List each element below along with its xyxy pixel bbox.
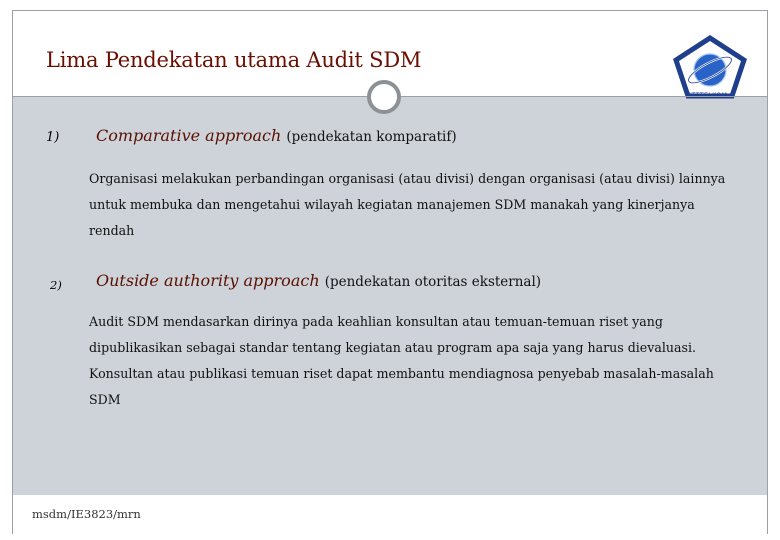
footer-label: msdm/IE3823/mrn <box>32 507 141 521</box>
item-body: Audit SDM mendasarkan dirinya pada keahlian konsultan atau temuan-temuan riset yang dipublikasikan sebagai standar tentang kegiatan atau program apa saja yang harus dievaluasi. Konsultan atau publikasi temuan riset dapat membantu mendiagnosa penyebab masalah-masalah SDM <box>89 314 714 407</box>
item-heading-paren: (pendekatan otoritas eksternal) <box>324 274 542 290</box>
item-heading-title: Outside authority approach <box>96 271 320 290</box>
item-heading <box>96 271 541 290</box>
item-number: 2) <box>50 278 62 292</box>
ring-ornament-icon <box>367 80 401 114</box>
item-body: Organisasi melakukan perbandingan organisasi (atau divisi) dengan organisasi (atau divisi) lainnya untuk membuka dan mengetahui wilayah kegiatan manajemen SDM manakah yang kinerjanya rendah <box>89 171 726 238</box>
item-heading-title: Comparative approach <box>96 126 282 145</box>
item-heading-paren: (pendekatan komparatif) <box>286 129 457 145</box>
item-heading <box>96 126 457 145</box>
item-number: 1) <box>46 130 60 145</box>
slide-title: Lima Pendekatan utama Audit SDM <box>46 48 422 72</box>
